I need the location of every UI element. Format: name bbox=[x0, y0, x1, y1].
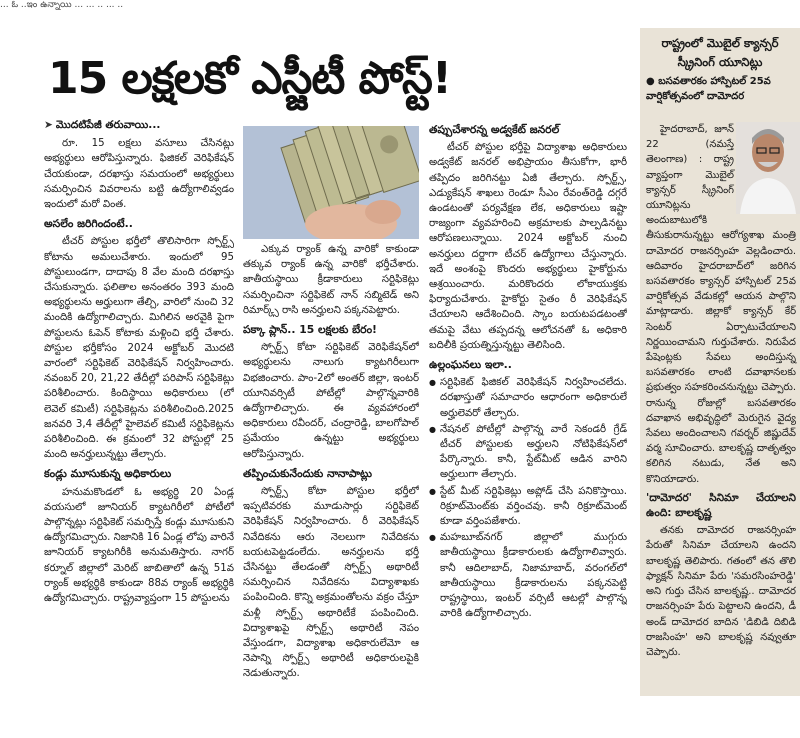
currency-notes-illustration bbox=[243, 126, 419, 239]
violations-list bbox=[429, 375, 627, 621]
paragraph: టీచర్ పోస్టుల భర్తీపై విద్యాశాఖ అధికారులు అడ్వకేట్ జనరల్ అభిప్రాయం తీసుకోగా, భారీ తప్పిదం జరిగినట్టు ఏజీ తేల్చారు. స్పోర్ట్స్, ఎడ్యుకేషన్ శాఖలు రెండూ సీఎం రేవంత్‌రెడ్డి దగ్గరే ఉండటంతో పర్యవేక్షణ లేక, అధికారులు ఇష్టా రాజ్యంగా వ్యవహరించి అక్రమాలకు పాల్పడినట్టు ఆరోపణలున్నాయి. 2024 అక్టోబర్ నుంచి అనర్హులు దర్జాగా టీచర్ ఉద్యోగాలు చేస్తున్నారు. ఇదే అంశంపై కొందరు అభ్యర్థులు హైకోర్టును ఆశ్రయించారు. మరికొందరు లోకాయుక్తకు ఫిర్యాదుచేశారు. హైకోర్టు సైతం రీ వెరిఫికేషన్ చేయాలని ఆదేశించింది. స్కాం బయటపడటంతో తమపై వేటు తప్పదన్న ఆలోచనతో ఓ అధికారి బదిలీకి ప్రయత్నిస్తున్నట్టు తెలిసింది. bbox=[429, 142, 627, 351]
sidebar-subheading: 'దామోదర' సినిమా చేయాలని ఉంది: బాలకృష్ణ bbox=[646, 491, 796, 520]
subheading: తప్పుచేశారన్న అడ్వకేట్ జనరల్ bbox=[429, 123, 560, 136]
paragraph: స్పోర్ట్స్ కోటా పోస్టుల భర్తీలో ఇప్పటివరకు మూడుసార్లు సర్టిఫికెట్ వెరిఫికేషన్ నిర్వహించారు. రీ వెరిఫికేషన్ నివేదికను ఆరు నెలలుగా నివేదికను బయటపెట్టడంలేదు. అనర్హులను భర్తీ చేసినట్టు తేలడంతో స్పోర్ట్స్ అథారిటీ సమర్పించిన నివేదికను విద్యాశాఖకు పంపించింది. కొన్ని అక్రమంతోలను వక్రం చేస్తూ మళ్లీ స్పోర్ట్స్ అథారిటీకే పంపించింది. విద్యాశాఖపై స్పోర్ట్స్ అథారిటీ నెపం వేస్తుండగా, విద్యాశాఖ అధికారులేమో ఆ నెపాన్ని స్పోర్ట్స్ అథారిటీ అధికారులపైకి నెడుతున్నారు. bbox=[243, 486, 419, 680]
kicker-text: మొదటిపేజీ తరువాయి... bbox=[55, 119, 161, 131]
previous-article-strip: ... ఓ ..ఇం ఉన్నాయి ... ... .. ... .. bbox=[0, 0, 124, 10]
sidebar-bullet: ● బసవతారకం హాస్పిటల్ 25వ వార్షికోత్సవంలో దామోదర bbox=[646, 76, 771, 102]
sidebar-title: రాష్ట్రంలో మొబైల్ క్యాన్సర్ స్క్రీనింగ్ యూనిట్లు bbox=[661, 36, 779, 69]
currency-notes-photo bbox=[243, 126, 419, 239]
subheading: కండ్లు మూసుకున్న అధికారులు bbox=[44, 467, 172, 481]
sidebar-paragraph-1: హైదరాబాద్, జూన్ 22 (నమస్తే తెలంగాణ) : రాష్ట్ర వ్యాప్తంగా మొబైల్ క్యాన్సర్ స్క్రీనింగ్ యూనిట్లను అందుబాటులోకి తీసుకురానున్నట్టు ఆరోగ్యశాఖ మంత్రి దామోదర రాజనర్సింహ వెల్లడించారు. ఆదివారం హైదరాబాద్‌లో జరిగిన బసవతారకం క్యాన్సర్ హాస్పిటల్ 25వ వార్షికోత్సవ వేడుకల్లో ఆయన పాల్గొని మాట్లాడారు. జిల్లాకో క్యాన్సర్ కేర్ సెంటర్ ఏర్పాటుచేయాలని నిర్ణయించామని గుర్తుచేశారు. నిరుపేద పేషెంట్లకు సేవలు అందిస్తున్న బసవతారకం లాంటి దవాఖానలకు ప్రభుత్వం సహకరించనున్నట్టు చెప్పారు. రానున్న రోజుల్లో బసవతారకం దవాఖాన అభివృద్ధిలో మెరుగైన వైద్య సేవలు అందించాలని గవర్నర్ జిష్ణుదేవ్ వర్మ సూచించారు. బాలకృష్ణ దాతృత్వం కలిగిన నటుడు, నేత అని కొనియాడారు. bbox=[646, 124, 796, 485]
article-column-2 bbox=[243, 242, 419, 732]
sidebar-paragraph-2: తనకు దామోదర రాజనర్సింహ పేరుతో సినిమా చేయాలని ఉందని బాలకృష్ణ తెలిపారు. గతంలో తన తొలి ఫ్యాక్షన్ సినిమా పేరు 'సమరసింహరెడ్డి' అని గుర్తు చేసిన బాలకృష్ణ.. దామోదర రాజనర్సింహ పేరు పెట్టాలని ఉందని, డీ అండ్ దామోదర బాదిన 'డిబిడి దిబిడి రాజసింహ' అని బాలకృష్ణ నవ్వుతూ చెప్పారు. bbox=[646, 525, 796, 658]
list-item: ● స్టేట్ మీట్ సర్టిఫికెట్లు అప్లోడ్ చేసి పనికొస్తాయి. రిక్రూట్‌మెంట్‌కు వర్తించవు. కానీ రిక్రూట్‌మెంట్ కూడా వర్తింపజేశారు. bbox=[429, 484, 627, 530]
continuation-kicker bbox=[44, 118, 234, 133]
sidebar-body bbox=[646, 122, 796, 660]
article-column-1 bbox=[44, 118, 234, 734]
paragraph: స్పోర్ట్స్ కోటా సర్టిఫికెట్ వెరిఫికేషన్‌లో అభ్యర్థులను నాలుగు క్యాటగిరీలుగా విభజించారు. పాం-2లో అంతర్ జిల్లా, ఇంటర్ యూనివర్సిటీ పోటీల్లో పాల్గొన్నవారికి ఉద్యోగాలిచ్చారు. ఈ వ్యవహారంలో అధికారులు రవీందర్, చంద్రారెడ్డి, బాలగోపాల్ ప్రమేయం ఉన్నట్టు అభ్యర్థులు ఆరోపిస్తున్నారు. bbox=[243, 342, 419, 460]
paragraph: ఎక్కువ ర్యాంక్ ఉన్న వారికో కాకుండా తక్కువ ర్యాంక్ ఉన్న వారికో భర్తీచేశారు. జాతీయస్థాయి క్రీడాకారులు సర్టిఫికెట్లు సమర్పించినా సర్టిఫికెట్ నాన్ సబ్మిటెడ్ అని రిమార్క్స్ రాసి అనర్హులని పక్కనపెట్టారు. bbox=[243, 244, 419, 316]
paragraph: టీచర్ పోస్టుల భర్తీలో తొలిసారిగా స్పోర్ట్స్ కోటాను అమలుచేశారు. ఇందులో 95 పోస్టులుండగా, దాదాపు 8 వేల మంది దరఖాస్తు చేసుకున్నారు. ఫలితాల అనంతరం 393 మంది అభ్యర్థులను అర్హులుగా తేల్చి, వారిలో నుంచి 32 మందికి ఉద్యోగాలిచ్చారు. మిగిలిన అరవైకి పైగా పోస్టులను ఓపెన్ కోటాకు మళ్లించి భర్తీ చేశారు. పోస్టుల భర్తీకోసం 2024 అక్టోబర్ మొదటి వారంలో సర్టిఫికెట్ వెరిఫికేషన్ నిర్వహించారు. నవంబర్ 20, 21,22 తేదీల్లో పరిపాస్ సర్టిఫికెట్లు పరిశీలించారు. కిందిస్థాయి అధికారులు (లో లెవెల్ కమిటీ) సర్టిఫికెట్లను పరిశీలించింది.2025 జనవరి 3,4 తేదీల్లో హైలెవల్ కమిటీ సర్టిఫికెట్లను పరిశీలించింది. ఈ క్రమంలో 32 పోస్టుల్లో 25 మంది అనర్హులున్నట్టు తేల్చారు. bbox=[44, 236, 234, 461]
headline: 15 లక్షలకో ఎస్జీటీ పోస్ట్! bbox=[48, 53, 451, 104]
list-item: ● సర్టిఫికెట్ ఫిజికల్ వెరిఫికేషన్ నిర్వహించలేదు. దరఖాస్తుతో సమాచారం ఆధారంగా అధికారులే అర్హులెవరో తేల్చారు. bbox=[429, 375, 627, 421]
subheading: ఉల్లంఘనలు ఇలా.. bbox=[429, 358, 512, 372]
sidebar-article bbox=[640, 28, 800, 696]
sidebar-bullet-text: బసవతారకం హాస్పిటల్ 25వ వార్షికోత్సవంలో దామోదర bbox=[646, 76, 771, 102]
subheading: అసలేం జరిగిందంటే.. bbox=[44, 217, 133, 231]
paragraph: హనుమకొండలో ఓ అభ్యర్థి 20 ఏండ్ల వయసులో జూనియర్ క్యాటగిరీలో పోటీలో పాల్గొన్నట్లు సర్టిఫికెట్ సమర్పిస్తే కండ్లు మూసుకుని ఉద్యోగమిచ్చారు. నిజానికి 16 ఏండ్ల లోపు వారినే జూనియర్ క్యాటగిరీకి అనుమతిస్తారు. నాగర్ కర్నూల్ జిల్లాలో మెరిట్ జాబితాలో ఉన్న 51వ ర్యాంక్ అభ్యర్థికి కాకుండా 88వ ర్యాంక్ అభ్యర్థికి ఉద్యోగమిచ్చారు. రాష్ట్రవ్యాప్తంగా 15 పోస్టులను bbox=[44, 486, 234, 605]
list-item: ● నేషనల్ పోటీల్లో పాల్గొన్న వారే సెకండరీ గ్రేడ్ టీచర్ పోస్టులకు అర్హులని నోటిఫికేషన్‌లో పేర్కొన్నారు. కానీ, స్టేట్‌మీట్ ఆడిన వారిని అర్హులుగా తేల్చారు. bbox=[429, 422, 627, 483]
paragraph: రూ. 15 లక్షలు వసూలు చేసినట్లు అభ్యర్థులు ఆరోపిస్తున్నారు. ఫిజికల్ వెరిఫికేషన్ చేయకుండా, దరఖాస్తు సమయంలో అభ్యర్థులు సమర్పించిన వివరాలను బట్టి ఉద్యోగాలివ్వడం ఇందులో మరో వింత. bbox=[44, 138, 234, 211]
paragraph bbox=[646, 122, 796, 487]
article-column-3 bbox=[429, 122, 627, 734]
portrait-spacer bbox=[734, 122, 796, 214]
subheading: తప్పించుకునేందుకు నానాపాట్లు bbox=[243, 466, 373, 480]
list-item: ● మహబూబ్‌నగర్ జిల్లాలో ముగ్గురు జాతీయస్థాయి క్రీడాకారులకు ఉద్యోగాలివ్వారు. కానీ ఆదిలాబాద్, నిజామాబాద్, వరంగల్‌లో జాతీయస్థాయి క్రీడాకారులను పక్కనపెట్టి రాష్ట్రస్థాయి, ఇంటర్ వర్సిటీ ఆటల్లో పాల్గొన్న వారికి ఉద్యోగాలిచ్చారు. bbox=[429, 530, 627, 621]
subheading: పక్కా ప్లాన్.. 15 లక్షలకు బేరం! bbox=[243, 323, 377, 337]
chevron-right-icon: ➤ bbox=[44, 119, 53, 131]
